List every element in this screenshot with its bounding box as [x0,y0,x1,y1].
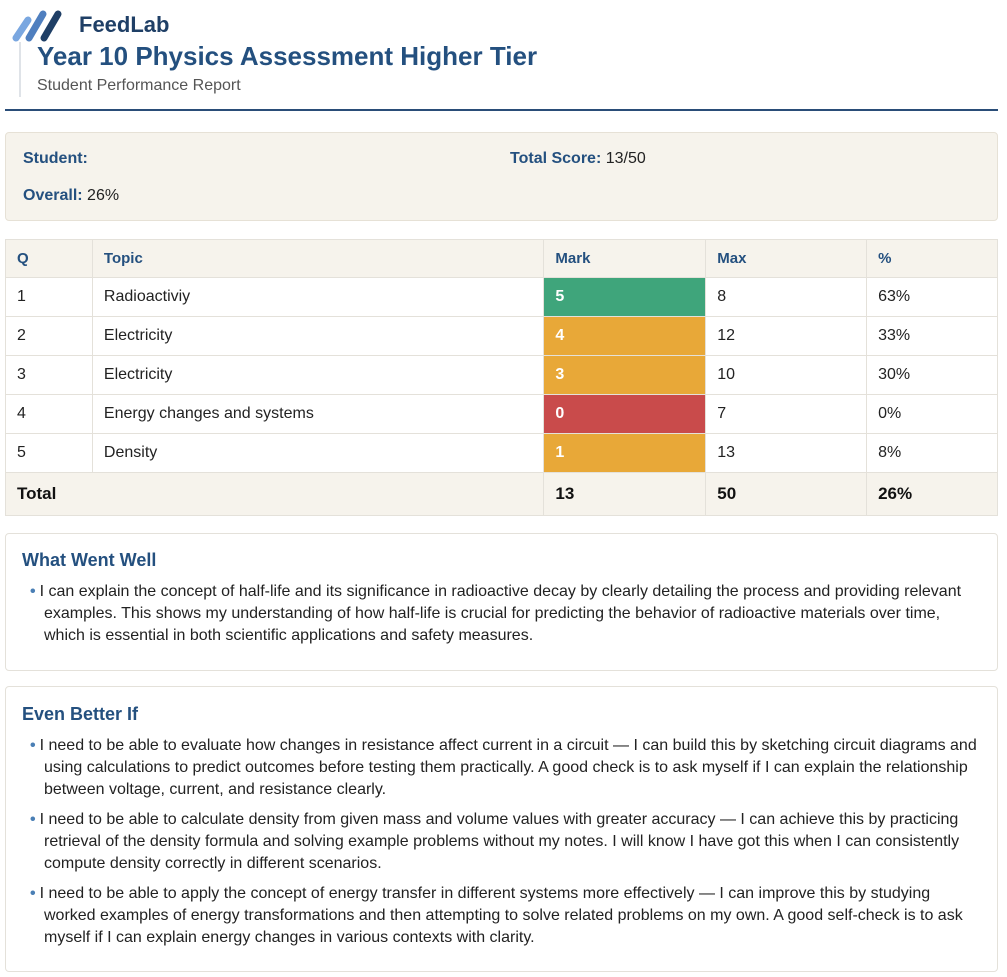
total-score-label: Total Score: [510,150,602,167]
student-summary-panel [5,132,998,221]
table-header-row [6,240,998,278]
marks-table [5,239,998,516]
question-max: 13 [706,434,867,473]
list-item [22,883,979,949]
feedback-text: I need to be able to evaluate how changes in resistance affect current in a circuit — I can build this by sketching circuit diagrams and using calculations to predict outcomes before testing them practically. A good check is to ask myself if I can explain the relationship between voltage, current, and resistance clearly. [39,737,977,798]
question-percent: 0% [867,395,998,434]
bullet-icon: • [30,583,36,600]
table-row [6,434,998,473]
table-row [6,278,998,317]
page-subtitle: Student Performance Report [37,77,241,94]
bullet-icon: • [30,737,36,754]
question-number: 2 [6,317,93,356]
what-went-well-list [22,581,979,655]
question-percent: 30% [867,356,998,395]
question-topic: Electricity [92,356,543,395]
header-topic: Topic [92,240,543,278]
list-item [22,581,979,647]
page-title: Year 10 Physics Assessment Higher Tier [37,41,538,71]
total-mark: 13 [544,473,706,516]
question-mark: 1 [544,434,706,473]
feedback-text: I can explain the concept of half-life and its significance in radioactive decay by clearly detailing the process and providing relevant examples. This shows my understanding of how half-life is crucial for predicting the behavior of radioactive materials over time, which is essential in both scientific applications and safety measures. [39,583,962,644]
brand-name: FeedLab [79,12,170,37]
header-percent: % [867,240,998,278]
question-max: 10 [706,356,867,395]
question-topic: Electricity [92,317,543,356]
even-better-if-list [22,735,979,957]
feedlab-logo-icon [12,8,68,44]
header-accent-divider [19,42,21,97]
total-max: 50 [706,473,867,516]
what-went-well-heading: What Went Well [22,550,157,570]
header-divider [5,109,998,111]
total-score-field [510,150,646,168]
total-label: Total [6,473,544,516]
even-better-if-heading: Even Better If [22,704,139,724]
question-mark: 5 [544,278,706,317]
question-mark: 4 [544,317,706,356]
question-percent: 8% [867,434,998,473]
table-row [6,317,998,356]
question-topic: Density [92,434,543,473]
question-number: 4 [6,395,93,434]
list-item [22,735,979,801]
question-number: 5 [6,434,93,473]
table-row [6,395,998,434]
bullet-icon: • [30,811,36,828]
even-better-if-card [5,686,998,972]
student-field [23,150,88,168]
overall-field [23,187,119,205]
overall-label: Overall: [23,187,83,204]
question-mark: 3 [544,356,706,395]
question-max: 7 [706,395,867,434]
bullet-icon: • [30,885,36,902]
overall-value: 26% [87,187,120,204]
question-number: 3 [6,356,93,395]
question-max: 8 [706,278,867,317]
header-max: Max [706,240,867,278]
question-number: 1 [6,278,93,317]
total-percent: 26% [867,473,998,516]
question-topic: Energy changes and systems [92,395,543,434]
table-total-row [6,473,998,516]
list-item [22,809,979,875]
total-score-value: 13/50 [605,150,646,167]
table-row [6,356,998,395]
student-label: Student: [23,150,88,167]
report-header [0,0,1007,112]
feedback-text: I need to be able to apply the concept of energy transfer in different systems more effectively — I can improve this by studying worked examples of energy transformations and then attempting to solve related problems on my own. A good self-check is to ask myself if I can explain energy changes in various contexts with clarity. [39,885,963,946]
question-percent: 63% [867,278,998,317]
header-mark: Mark [544,240,706,278]
question-topic: Radioactiviy [92,278,543,317]
what-went-well-card [5,533,998,671]
header-q: Q [6,240,93,278]
question-percent: 33% [867,317,998,356]
feedback-text: I need to be able to calculate density from given mass and volume values with greater accuracy — I can achieve this by practicing retrieval of the density formula and solving example problems without my notes. I will know I have got this when I can consistently compute density correctly in different scenarios. [39,811,960,872]
question-max: 12 [706,317,867,356]
question-mark: 0 [544,395,706,434]
